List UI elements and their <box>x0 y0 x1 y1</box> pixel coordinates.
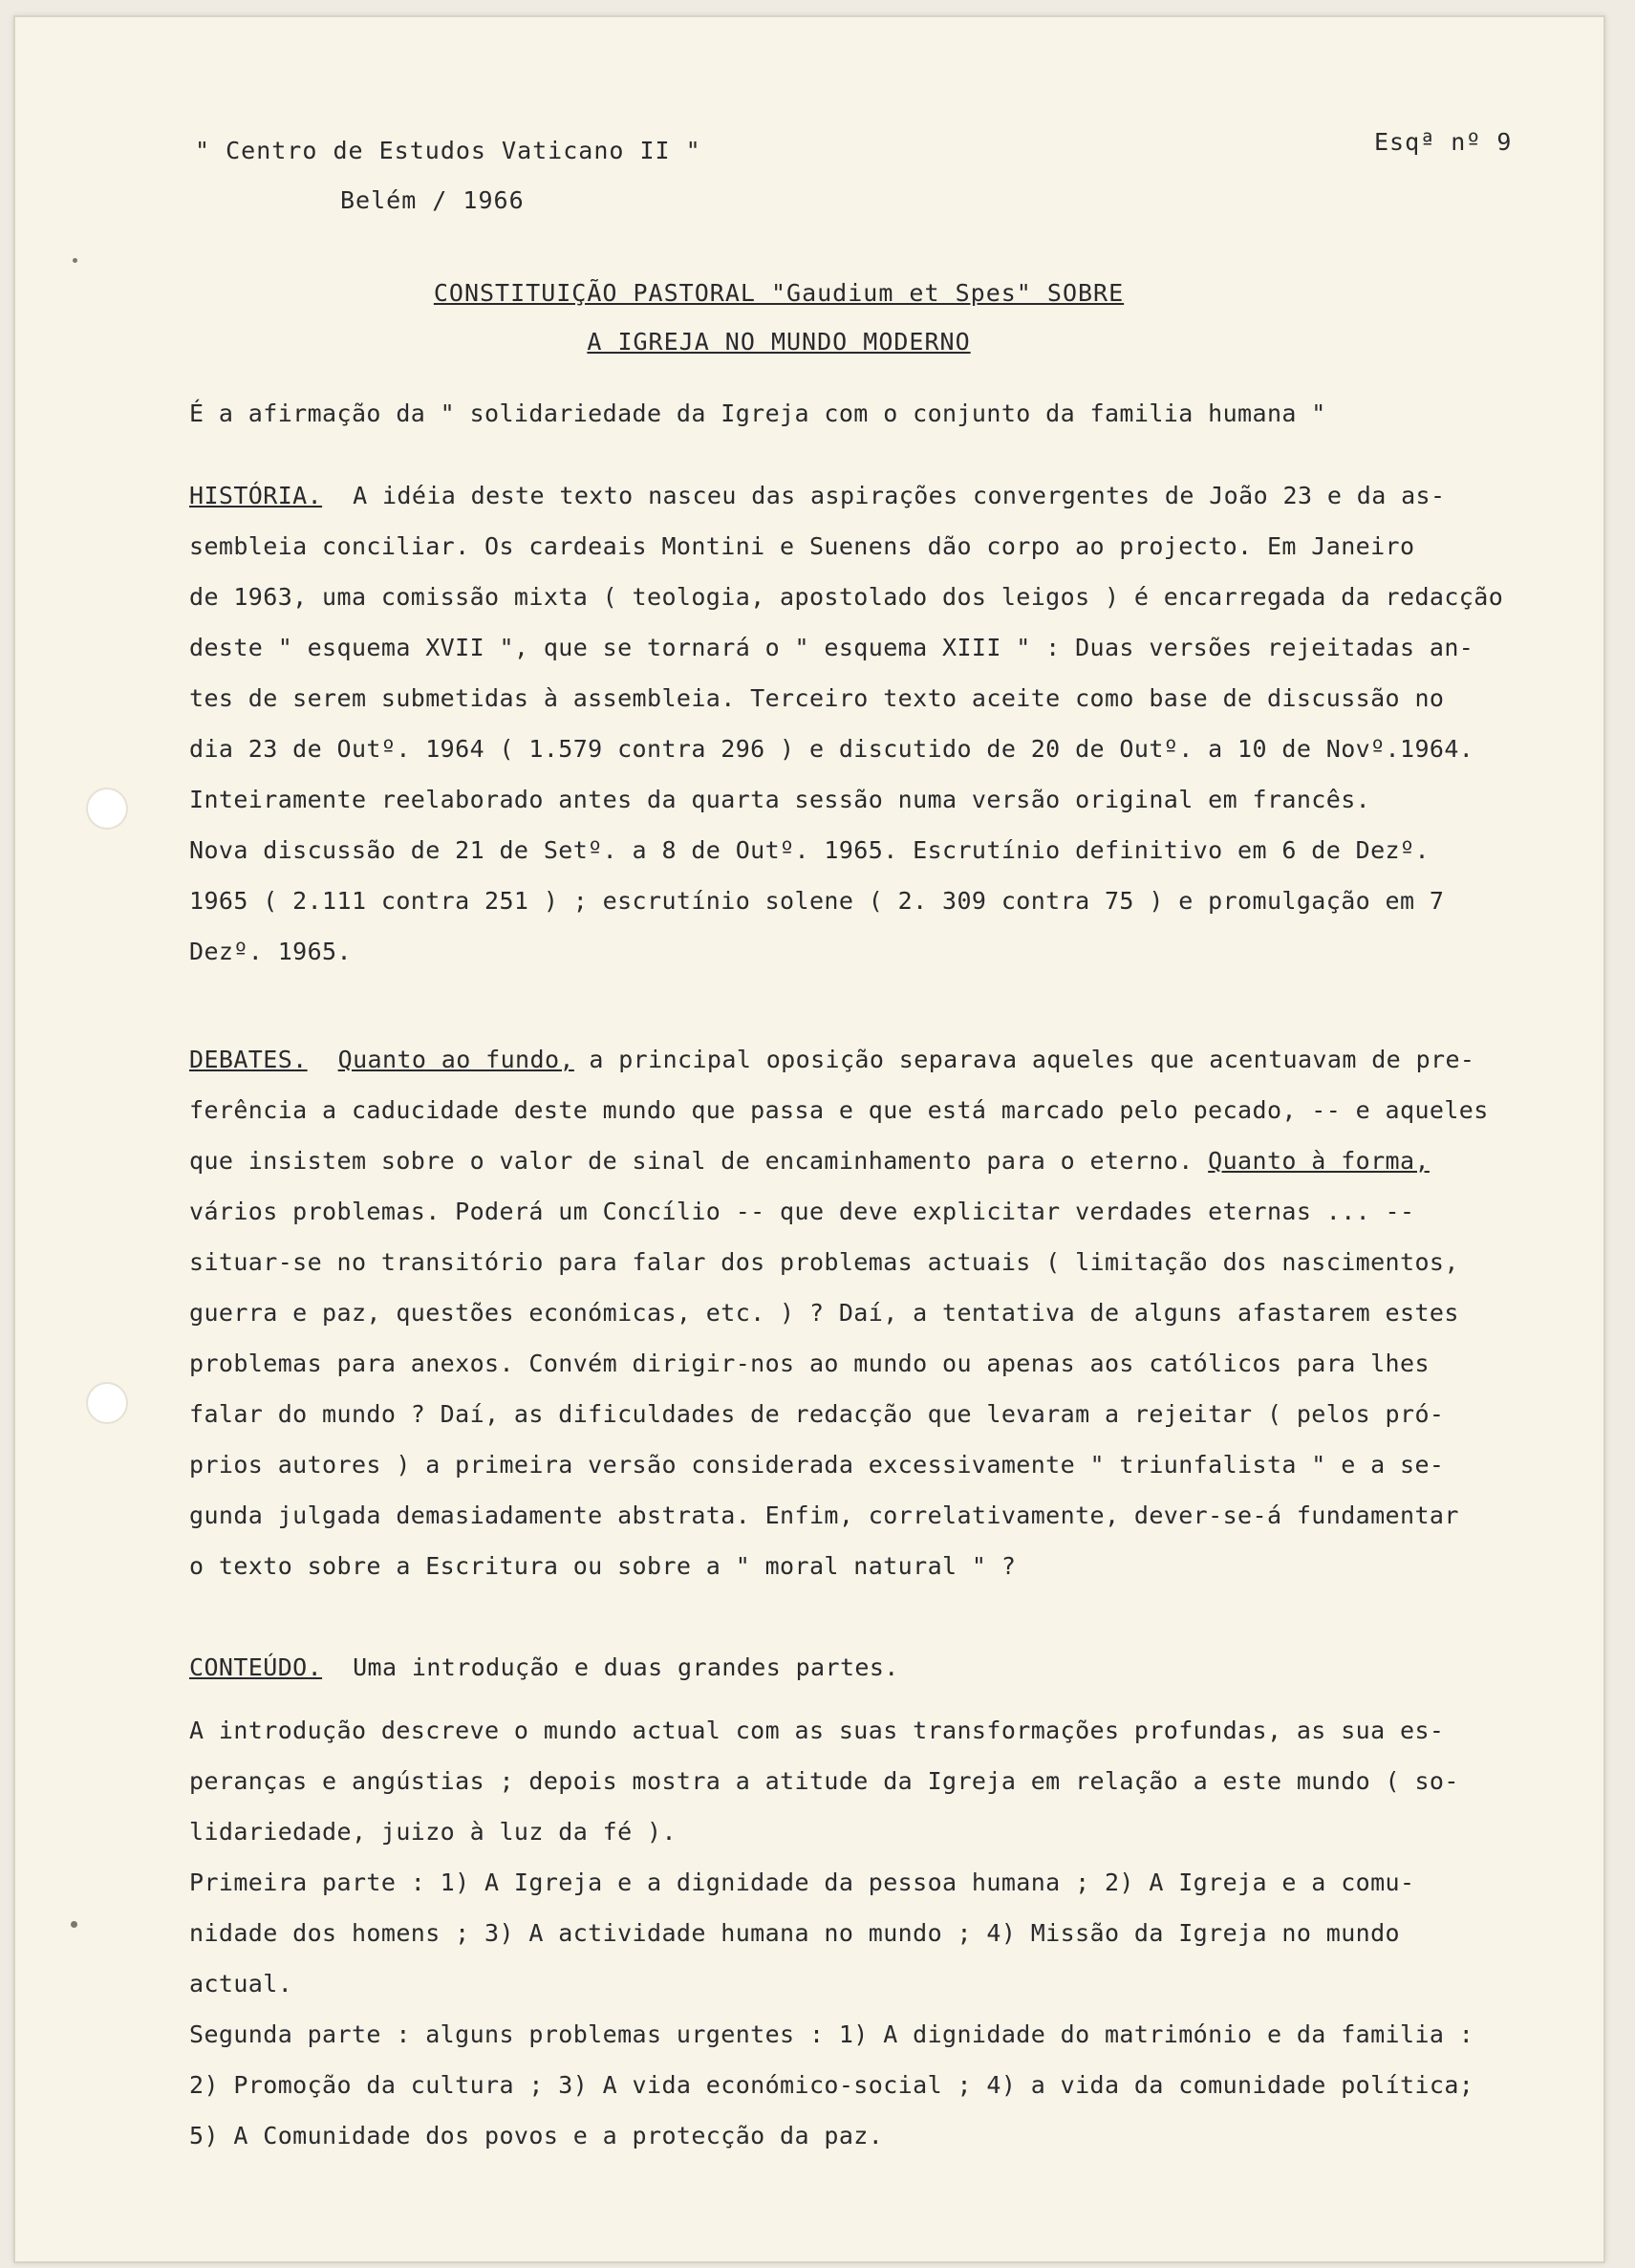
section-label-conteudo: CONTEÚDO. <box>189 1653 323 1681</box>
intro-text: É a afirmação da " solidariedade da Igreja com o conjunto da familia humana " <box>189 400 1326 427</box>
punch-hole-top <box>88 789 126 828</box>
text-line: ferência a caducidade deste mundo que passa e que está marcado pelo pecado, -- e aqueles <box>189 1096 1489 1124</box>
text-line: peranças e angústias ; depois mostra a atitude da Igreja em relação a este mundo ( so- <box>189 1767 1459 1795</box>
text-line: gunda julgada demasiadamente abstrata. Enfim, correlativamente, dever-se-á fundamentar <box>189 1501 1459 1529</box>
text-line: lidariedade, juizo à luz da fé ). <box>189 1818 677 1846</box>
document-title-line2: A IGREJA NO MUNDO MODERNO <box>587 328 971 356</box>
text-line: Dezº. 1965. <box>189 938 352 965</box>
text-line: Uma introdução e duas grandes partes. <box>353 1653 899 1681</box>
text-line: nidade dos homens ; 3) A actividade humana no mundo ; 4) Missão da Igreja no mundo <box>189 1919 1401 1947</box>
text-line: problemas para anexos. Convém dirigir-nos ao mundo ou apenas aos católicos para lhes <box>189 1350 1430 1377</box>
text-line: 5) A Comunidade dos povos e a protecção da paz. <box>189 2122 884 2149</box>
document-title-line1: CONSTITUIÇÃO PASTORAL "Gaudium et Spes" SOBRE <box>433 279 1125 307</box>
text-line: a principal oposição separava aqueles que acentuavam de pre- <box>589 1046 1475 1073</box>
text-line: actual. <box>189 1970 293 1998</box>
text-line: Inteiramente reelaborado antes da quarta sessão numa versão original em francês. <box>189 786 1371 813</box>
text-line: vários problemas. Poderá um Concílio -- que deve explicitar verdades eternas ... -- <box>189 1198 1415 1225</box>
forma-label: Quanto à forma, <box>1208 1147 1430 1175</box>
text-line: sembleia conciliar. Os cardeais Montini e Suenens dão corpo ao projecto. Em Janeiro <box>189 532 1415 560</box>
section-conteudo <box>189 1705 1532 2161</box>
section-debates <box>189 1034 1532 1591</box>
text-line: que insistem sobre o valor de sinal de encaminhamento para o eterno. <box>189 1147 1194 1175</box>
text-line: Primeira parte : 1) A Igreja e a dignidade da pessoa humana ; 2) A Igreja e a comu- <box>189 1868 1415 1896</box>
text-line: prios autores ) a primeira versão considerada excessivamente " triunfalista " e a se- <box>189 1451 1445 1479</box>
section-label-historia: HISTÓRIA. <box>189 482 323 509</box>
section-label-debates: DEBATES. <box>189 1046 308 1073</box>
paper-speck <box>71 1921 77 1928</box>
paper-speck <box>73 258 77 263</box>
fundo-label: Quanto ao fundo, <box>337 1046 574 1073</box>
text-line: 2) Promoção da cultura ; 3) A vida económico-social ; 4) a vida da comunidade política; <box>189 2071 1474 2099</box>
text-line: Segunda parte : alguns problemas urgentes : 1) A dignidade do matrimónio e da familia : <box>189 2020 1474 2048</box>
text-line: dia 23 de Outº. 1964 ( 1.579 contra 296 ) e discutido de 20 de Outº. a 10 de Novº.1964. <box>189 735 1474 763</box>
text-line: 1965 ( 2.111 contra 251 ) ; escrutínio solene ( 2. 309 contra 75 ) e promulgação em 7 <box>189 887 1445 915</box>
text-line: tes de serem submetidas à assembleia. Terceiro texto aceite como base de discussão no <box>189 684 1445 712</box>
section-conteudo-heading <box>189 1642 1532 1693</box>
text-line: Nova discussão de 21 de Setº. a 8 de Outº. 1965. Escrutínio definitivo em 6 de Dezº. <box>189 836 1430 864</box>
text-line: o texto sobre a Escritura ou sobre a " moral natural " ? <box>189 1552 1017 1580</box>
center-name: " Centro de Estudos Vaticano II " <box>195 137 701 164</box>
intro-statement <box>189 388 1532 439</box>
punch-hole-bottom <box>88 1384 126 1422</box>
header-institution <box>195 126 701 226</box>
text-line: deste " esquema XVII ", que se tornará o " esquema XIII " : Duas versões rejeitadas an- <box>189 634 1474 661</box>
schema-number: Esqª nº 9 <box>1374 128 1513 156</box>
text-line: falar do mundo ? Daí, as dificuldades de redacção que levaram a rejeitar ( pelos pró- <box>189 1400 1445 1428</box>
text-line: guerra e paz, questões económicas, etc. ) ? Daí, a tentativa de alguns afastarem estes <box>189 1299 1459 1327</box>
text-line: A introdução descreve o mundo actual com as suas transformações profundas, as sua es- <box>189 1717 1445 1744</box>
text-line: A idéia deste texto nasceu das aspirações convergentes de João 23 e da as- <box>353 482 1446 509</box>
text-line: situar-se no transitório para falar dos problemas actuais ( limitação dos nascimentos, <box>189 1248 1459 1276</box>
text-line: de 1963, uma comissão mixta ( teologia, apostolado dos leigos ) é encarregada da redacção <box>189 583 1504 611</box>
place-date: Belém / 1966 <box>340 186 525 214</box>
section-historia <box>189 470 1532 977</box>
